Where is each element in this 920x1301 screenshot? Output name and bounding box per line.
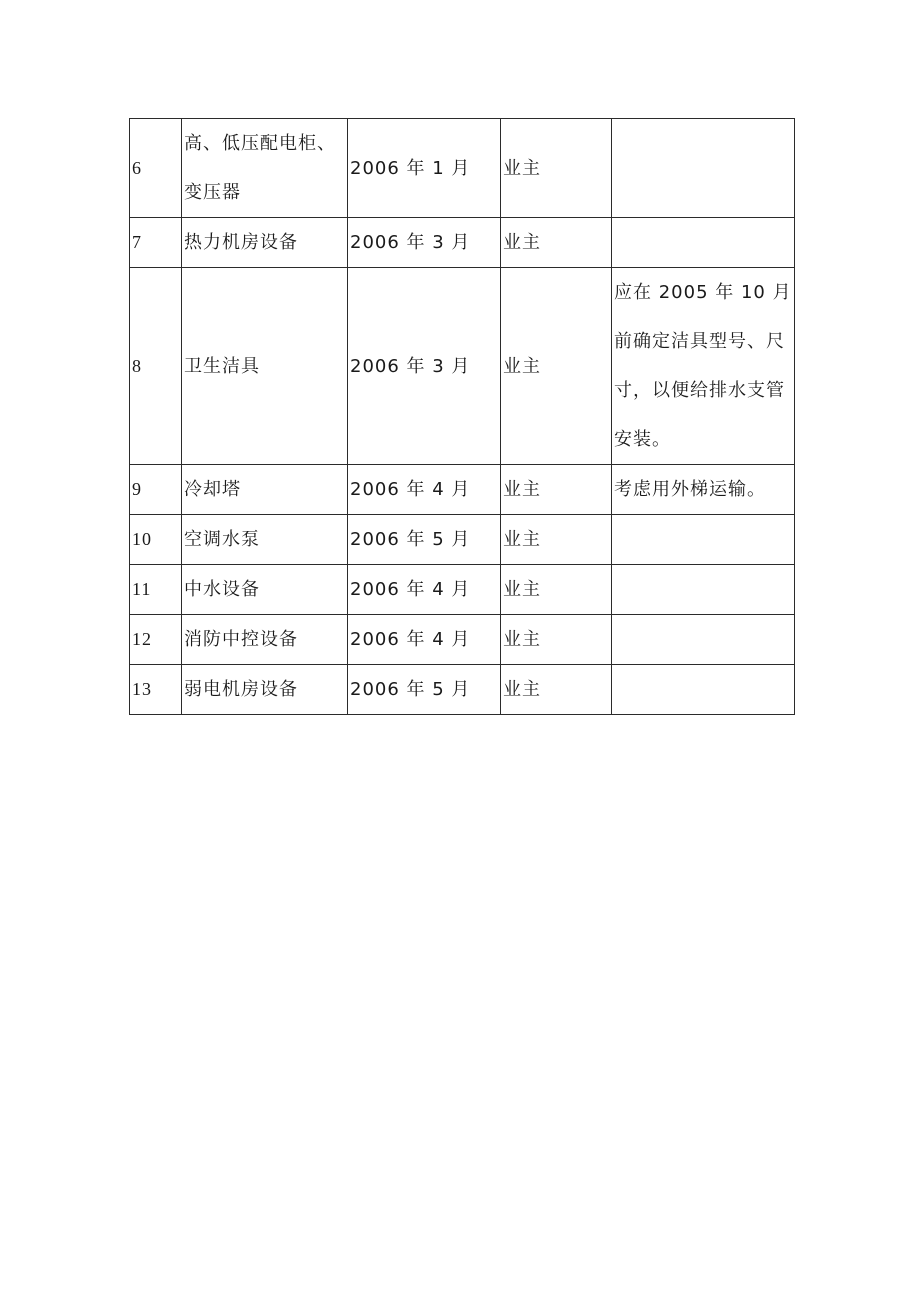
arrival-date: 2006 年 5 月 bbox=[348, 515, 501, 565]
row-number: 12 bbox=[130, 615, 182, 665]
remark bbox=[612, 565, 795, 615]
equipment-name: 冷却塔 bbox=[182, 465, 348, 515]
row-number: 11 bbox=[130, 565, 182, 615]
equipment-schedule-table bbox=[129, 118, 795, 715]
equipment-name: 卫生洁具 bbox=[182, 268, 348, 465]
arrival-date: 2006 年 5 月 bbox=[348, 665, 501, 715]
responsible-party: 业主 bbox=[501, 218, 612, 268]
remark bbox=[612, 515, 795, 565]
table-row bbox=[130, 515, 795, 565]
equipment-name: 弱电机房设备 bbox=[182, 665, 348, 715]
arrival-date: 2006 年 3 月 bbox=[348, 268, 501, 465]
table-row bbox=[130, 268, 795, 465]
row-number: 7 bbox=[130, 218, 182, 268]
responsible-party: 业主 bbox=[501, 665, 612, 715]
arrival-date: 2006 年 4 月 bbox=[348, 565, 501, 615]
table-row bbox=[130, 465, 795, 515]
table-row bbox=[130, 615, 795, 665]
responsible-party: 业主 bbox=[501, 268, 612, 465]
table-row bbox=[130, 665, 795, 715]
responsible-party: 业主 bbox=[501, 565, 612, 615]
row-number: 13 bbox=[130, 665, 182, 715]
remark bbox=[612, 119, 795, 218]
remark bbox=[612, 218, 795, 268]
table-row bbox=[130, 218, 795, 268]
arrival-date: 2006 年 4 月 bbox=[348, 615, 501, 665]
row-number: 9 bbox=[130, 465, 182, 515]
remark bbox=[612, 665, 795, 715]
responsible-party: 业主 bbox=[501, 615, 612, 665]
arrival-date: 2006 年 1 月 bbox=[348, 119, 501, 218]
arrival-date: 2006 年 3 月 bbox=[348, 218, 501, 268]
remark: 应在 2005 年 10 月前确定洁具型号、尺寸，以便给排水支管安装。 bbox=[612, 268, 795, 465]
row-number: 10 bbox=[130, 515, 182, 565]
remark: 考虑用外梯运输。 bbox=[612, 465, 795, 515]
row-number: 6 bbox=[130, 119, 182, 218]
equipment-name: 空调水泵 bbox=[182, 515, 348, 565]
responsible-party: 业主 bbox=[501, 119, 612, 218]
row-number: 8 bbox=[130, 268, 182, 465]
equipment-name: 高、低压配电柜、变压器 bbox=[182, 119, 348, 218]
remark bbox=[612, 615, 795, 665]
responsible-party: 业主 bbox=[501, 515, 612, 565]
responsible-party: 业主 bbox=[501, 465, 612, 515]
arrival-date: 2006 年 4 月 bbox=[348, 465, 501, 515]
table-row bbox=[130, 119, 795, 218]
equipment-name: 中水设备 bbox=[182, 565, 348, 615]
equipment-name: 热力机房设备 bbox=[182, 218, 348, 268]
table-row bbox=[130, 565, 795, 615]
equipment-name: 消防中控设备 bbox=[182, 615, 348, 665]
